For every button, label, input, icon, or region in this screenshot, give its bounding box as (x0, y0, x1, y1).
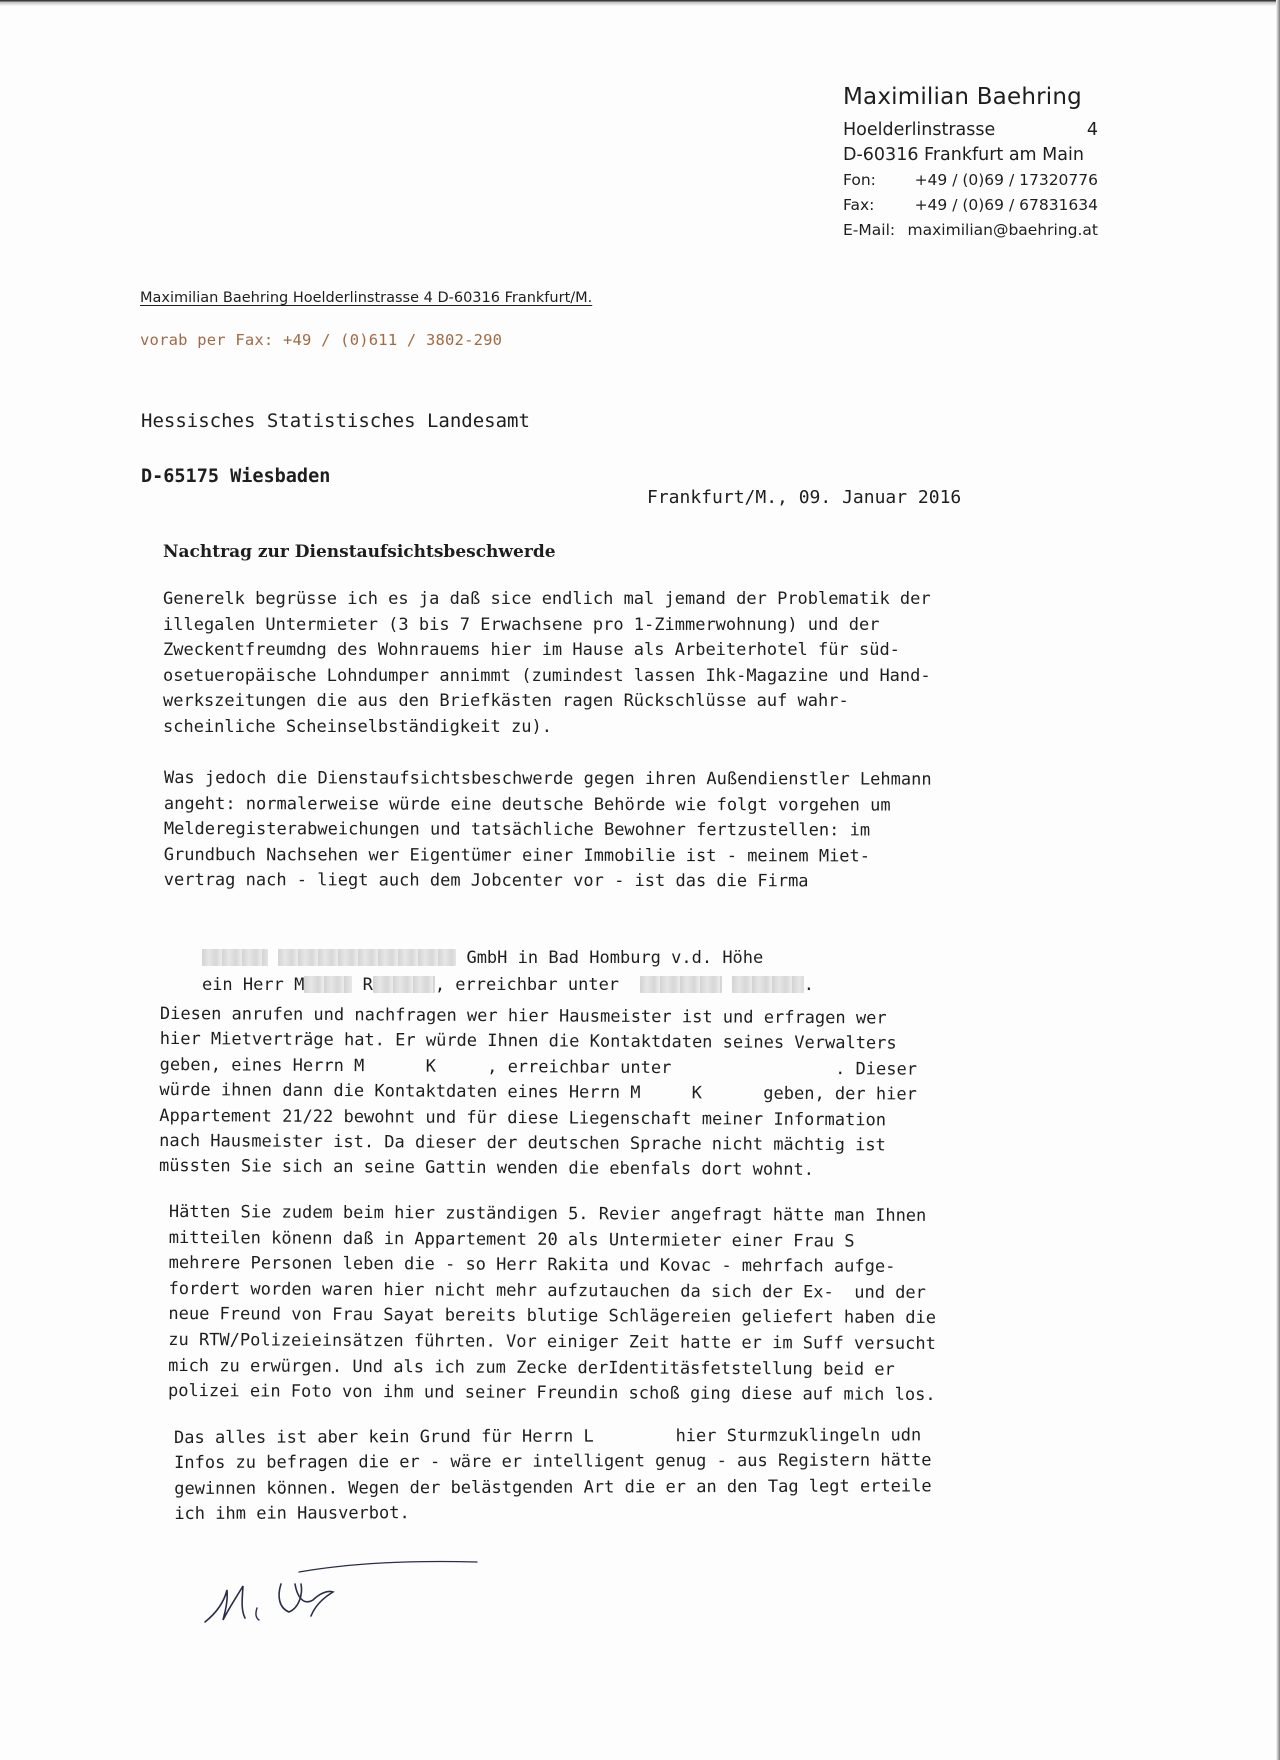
fax-label: Fax: (843, 196, 875, 214)
body-paragraph-2: Was jedoch die Dienstaufsichtsbeschwerde gegen ihren Außendienstler Lehmann angeht: normalerweise würde eine deutsche Behörde wie folgt vorgehen um Melderegisterabweichungen und tatsächliche Bewohner fertzustellen: im Grundbuch Nachsehen wer Eigentümer einer Immobilie ist - meinem Miet- vertrag nach - liegt auch dem Jobcenter vor - ist das die Firma (163, 768, 932, 892)
redaction-block (640, 976, 722, 993)
body-paragraph-1: Generelk begrüsse ich es ja daß sice endlich mal jemand der Problematik der illegalen Untermieter (3 bis 7 Erwachsene pro 1-Zimmerwohnung) und der Zweckentfreumdng des Wohnrauems hier im Hause als Arbeiterhotel für süd- osetueropäische Lohndumper annimmt (zumindest lassen Ihk-Magazine und Hand- werkszeitungen die aus den Briefkästen ragen Rückschlüsse auf wahr- scheinliche Scheinselbständigkeit zu). (163, 589, 931, 737)
contact-end: . (803, 975, 815, 995)
sender-email-row (843, 218, 1098, 243)
sender-block (843, 82, 1098, 243)
recipient-organization: Hessisches Statistisches Landesamt (141, 410, 530, 432)
redaction-block (304, 976, 352, 993)
scan-edge-right (1276, 0, 1280, 1760)
redaction-block (373, 976, 435, 993)
phone-number: +49 / (0)69 / 17320776 (914, 171, 1098, 189)
body-paragraph-3: Diesen anrufen und nachfragen wer hier Hausmeister ist und erfragen wer hier Mietverträge hat. Er würde Ihnen die Kontaktdaten seines Verwalters geben, eines Herrn M K , erreichbar unter . Dieser würde ihnen dann die Kontaktdaten eines Herrn M K geben, der hier Appartement 21/22 bewohnt und für diese Liegenschaft meiner Information nach Hausmeister ist. Da dieser der deutschen Sprache nicht mächtig ist müssten Sie sich an seine Gattin wenden die ebenfals dort wohnt. (158, 1003, 918, 1181)
email-label: E-Mail: (843, 221, 896, 239)
fax-number: +49 / (0)69 / 67831634 (914, 196, 1098, 214)
sender-fax-row (843, 193, 1098, 218)
letter-date: Frankfurt/M., 09. Januar 2016 (647, 487, 962, 508)
sender-phone-row (843, 168, 1098, 193)
redaction-block (732, 976, 804, 993)
body-paragraph-5: Das alles ist aber kein Grund für Herrn L hier Sturmzuklingeln udn Infos zu befragen die er - wäre er intelligent genug - aus Registern hätte gewinnen können. Wegen der belästgenden Art die er an den Tag legt erteile ich ihm ein Hausverbot. (174, 1425, 932, 1525)
fax-note: vorab per Fax: +49 / (0)611 / 3802-290 (140, 331, 503, 349)
email-address: maximilian@baehring.at (907, 221, 1098, 239)
handwritten-signature (195, 1550, 495, 1650)
scan-edge-top (0, 0, 1280, 6)
phone-label: Fon: (843, 171, 876, 189)
company-text: GmbH in Bad Homburg v.d. Höhe (466, 948, 764, 968)
sender-street: Hoelderlinstrasse (843, 120, 996, 140)
sender-street-row (843, 118, 1098, 143)
contact-suffix: , erreichbar unter (434, 975, 620, 995)
sender-house-number: 4 (1086, 120, 1098, 140)
sender-city: D-60316 Frankfurt am Main (843, 145, 1084, 165)
return-address-line: Maximilian Baehring Hoelderlinstrasse 4 D-60316 Frankfurt/M. (140, 290, 593, 306)
letter-subject: Nachtrag zur Dienstaufsichtsbeschwerde (163, 542, 556, 562)
contact-prefix: ein Herr M (201, 975, 305, 995)
sender-name: Maximilian Baehring (843, 84, 1082, 110)
contact-middle: R (362, 975, 373, 995)
recipient-city: D-65175 Wiesbaden (141, 466, 331, 487)
body-paragraph-4: Hätten Sie zudem beim hier zuständigen 5. Revier angefragt hätte man Ihnen mitteilen könenn daß in Appartement 20 als Untermieter einer Frau S mehrere Personen leben die - so Herr Rakita und Kovac - mehrfach aufge- fordert worden waren hier nicht mehr aufzutauchen da sich der Ex- und der neue Freund von Frau Sayat bereits blutige Schlägereien geliefert haben die zu RTW/Polizeieinsätzen führten. Vor einiger Zeit hatte er im Suff versucht mich zu erwürgen. Und als ich zum Zecke derIdentitäsfetstellung beid er polizei ein Foto von ihm und seiner Freundin schoß ging diese auf mich los. (167, 1202, 937, 1406)
